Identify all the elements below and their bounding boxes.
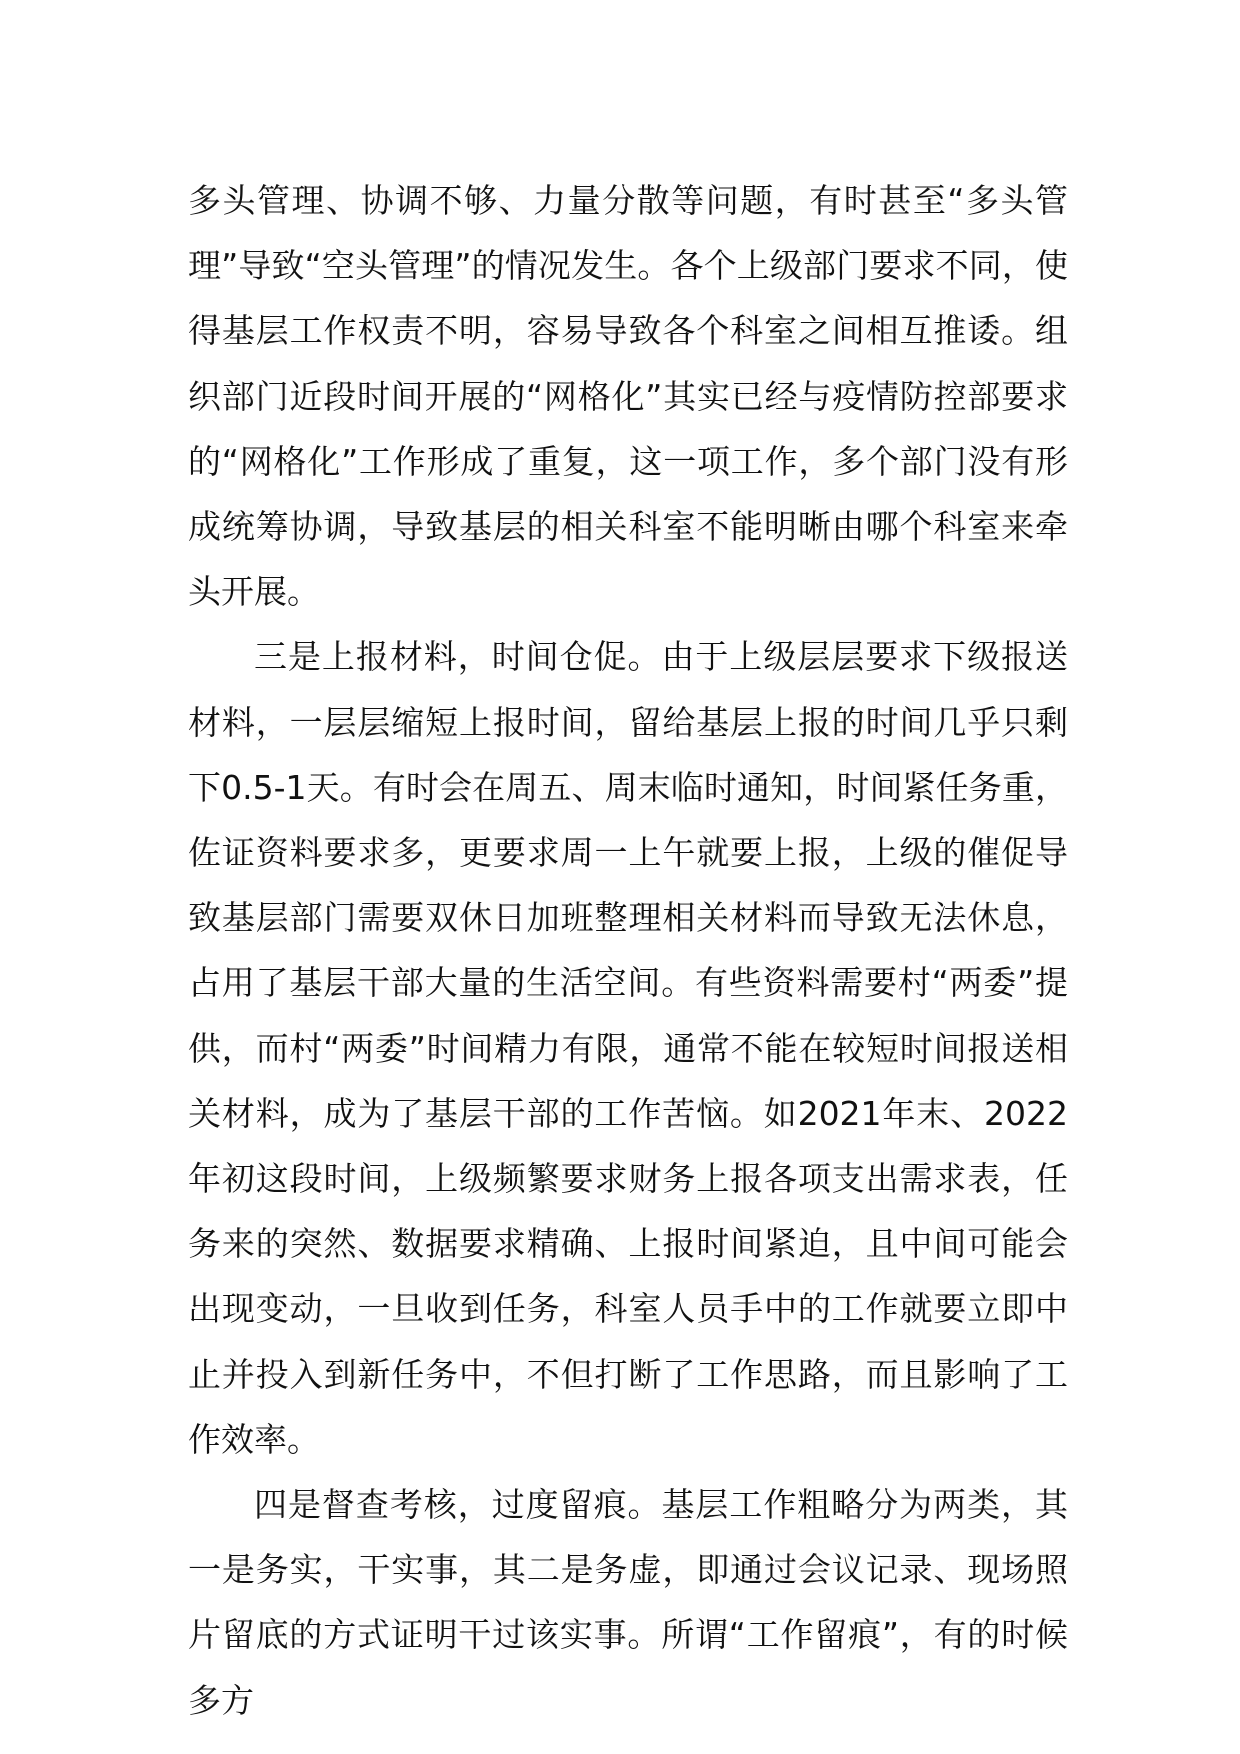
document-body — [188, 168, 1068, 1733]
paragraph-point-three: 三是上报材料，时间仓促。由于上级层层要求下级报送材料，一层层缩短上报时间，留给基层上报的时间几乎只剩下0.5-1天。有时会在周五、周末临时通知，时间紧任务重，佐证资料要求多，更要求周一上午就要上报，上级的催促导致基层部门需要双休日加班整理相关材料而导致无法休息，占用了基层干部大量的生活空间。有些资料需要村“两委”提供，而村“两委”时间精力有限，通常不能在较短时间报送相关材料，成为了基层干部的工作苦恼。如2021年末、2022年初这段时间，上级频繁要求财务上报各项支出需求表，任务来的突然、数据要求精确、上报时间紧迫，且中间可能会出现变动，一旦收到任务，科室人员手中的工作就要立即中止并投入到新任务中，不但打断了工作思路，而且影响了工作效率。 — [188, 637, 1068, 1459]
paragraph-continuation: 多头管理、协调不够、力量分散等问题，有时甚至“多头管理”导致“空头管理”的情况发生。各个上级部门要求不同，使得基层工作权责不明，容易导致各个科室之间相互推诿。组织部门近段时间开展的“网格化”其实已经与疫情防控部要求的“网格化”工作形成了重复，这一项工作，多个部门没有形成统筹协调，导致基层的相关科室不能明晰由哪个科室来牵头开展。 — [188, 181, 1068, 612]
paragraph-point-four: 四是督查考核，过度留痕。基层工作粗略分为两类，其一是务实，干实事，其二是务虚，即通过会议记录、现场照片留底的方式证明干过该实事。所谓“工作留痕”，有的时候多方 — [188, 1485, 1068, 1720]
